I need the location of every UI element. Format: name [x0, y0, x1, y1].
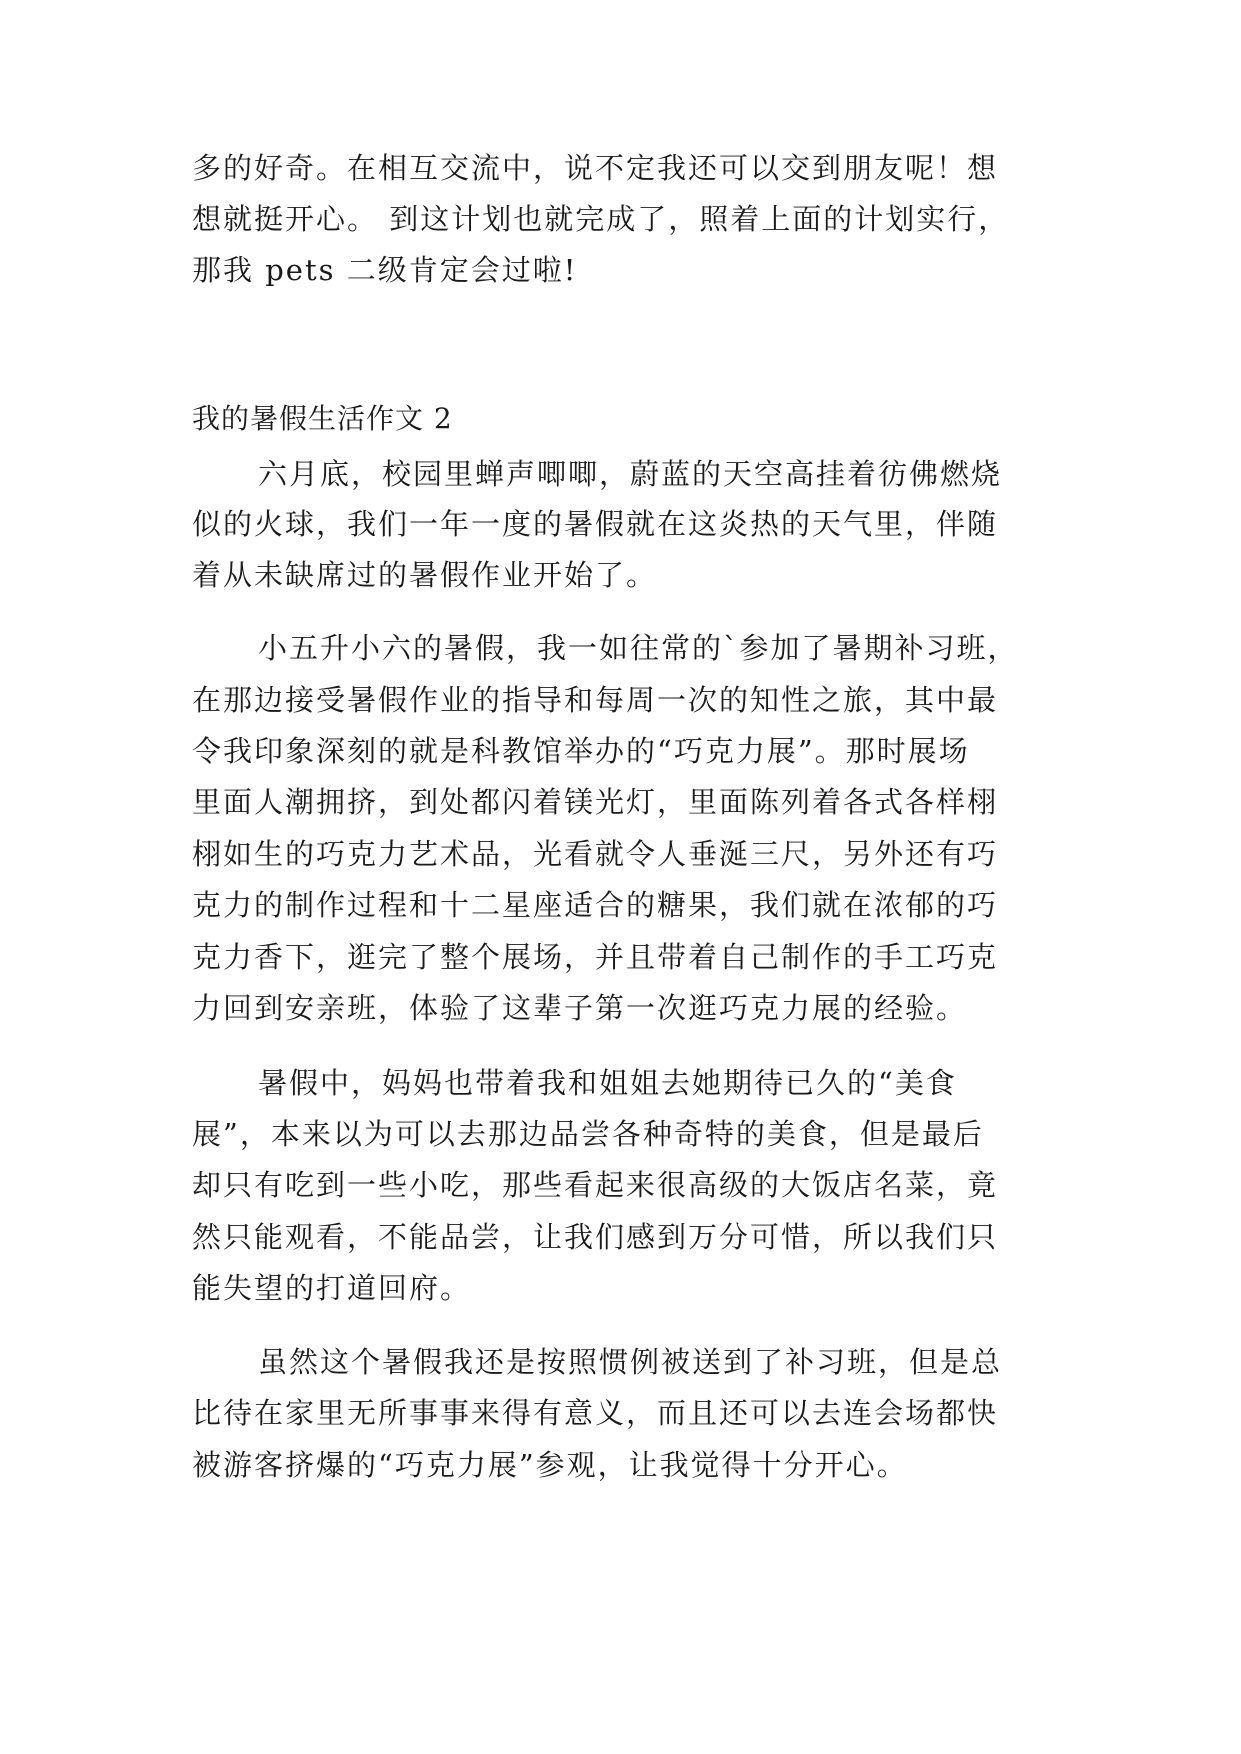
paragraph-2-line-7: 克力香下，逛完了整个展场，并且带着自己制作的手工巧克 [192, 940, 999, 974]
paragraph-4-line-1: 虽然这个暑假我还是按照惯例被送到了补习班，但是总 [258, 1345, 1003, 1379]
paragraph-4-line-3: 被游客挤爆的“巧克力展”参观，让我觉得十分开心。 [192, 1448, 908, 1482]
paragraph-2-line-4: 里面人潮拥挤，到处都闪着镁光灯，里面陈列着各式各样栩 [192, 785, 999, 819]
intro-line-3: 那我 pets 二级肯定会过啦! [192, 253, 578, 287]
paragraph-3-line-3: 却只有吃到一些小吃，那些看起来很高级的大饭店名菜，竟 [192, 1168, 999, 1202]
paragraph-2-line-1: 小五升小六的暑假，我一如往常的`参加了暑期补习班， [258, 631, 1019, 665]
paragraph-3-line-2: 展”，本来以为可以去那边品尝各种奇特的美食，但是最后 [192, 1117, 984, 1151]
paragraph-2-line-6: 克力的制作过程和十二星座适合的糖果，我们就在浓郁的巧 [192, 888, 999, 922]
paragraph-1-line-2: 似的火球，我们一年一度的暑假就在这炎热的天气里，伴随 [192, 507, 999, 541]
paragraph-3-line-4: 然只能观看，不能品尝，让我们感到万分可惜，所以我们只 [192, 1220, 999, 1254]
paragraph-2-line-5: 栩如生的巧克力艺术品，光看就令人垂涎三尺，另外还有巧 [192, 837, 999, 871]
paragraph-1-line-1: 六月底，校园里蝉声唧唧，蔚蓝的天空高挂着彷佛燃烧 [258, 457, 1003, 491]
section-title: 我的暑假生活作文 2 [192, 402, 453, 435]
paragraph-3-line-1: 暑假中，妈妈也带着我和姐姐去她期待已久的“美食 [258, 1066, 957, 1100]
paragraph-3-line-5: 能失望的打道回府。 [192, 1271, 472, 1305]
paragraph-2-line-3: 令我印象深刻的就是科教馆举办的“巧克力展”。那时展场 [192, 734, 970, 768]
paragraph-2-line-2: 在那边接受暑假作业的指导和每周一次的知性之旅，其中最 [192, 683, 999, 717]
intro-line-1: 多的好奇。在相互交流中，说不定我还可以交到朋友呢！想 [192, 151, 999, 185]
paragraph-4-line-2: 比待在家里无所事事来得有意义，而且还可以去连会场都快 [192, 1396, 999, 1430]
intro-line-2: 想就挺开心。 到这计划也就完成了，照着上面的计划实行， [192, 202, 1010, 236]
paragraph-1-line-3: 着从未缺席过的暑假作业开始了。 [192, 558, 658, 592]
paragraph-2-line-8: 力回到安亲班，体验了这辈子第一次逛巧克力展的经验。 [192, 991, 968, 1025]
